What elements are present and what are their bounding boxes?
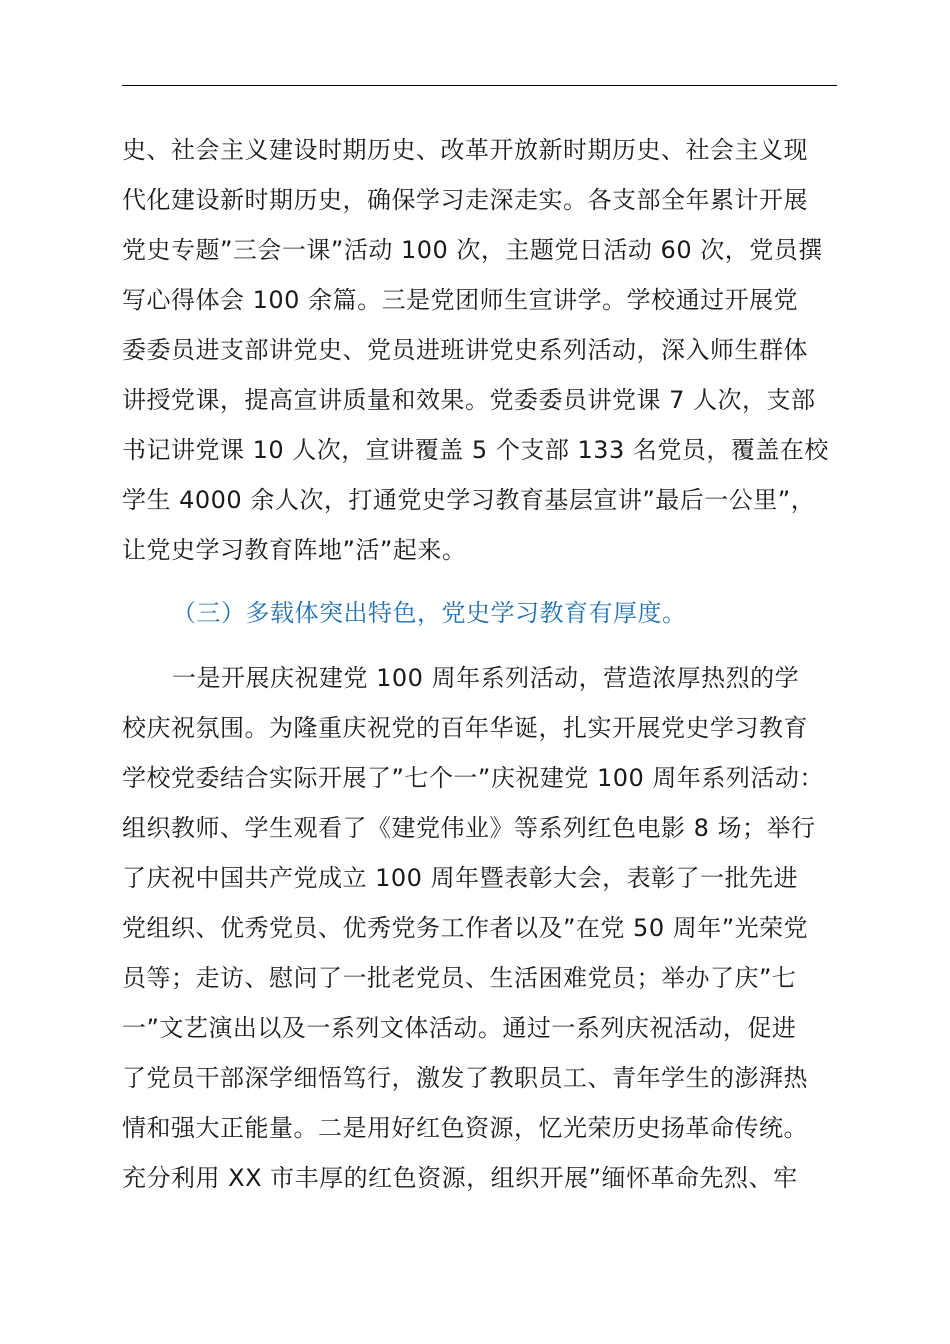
- paragraph-line: 充分利用 XX 市丰厚的红色资源，组织开展”缅怀革命先烈、牢: [122, 1164, 798, 1192]
- paragraph-line: 校庆祝氛围。为隆重庆祝党的百年华诞，扎实开展党史学习教育: [122, 714, 808, 742]
- paragraph-line: 让党史学习教育阵地”活”起来。: [122, 536, 467, 564]
- paragraph-line: 员等；走访、慰问了一批老党员、生活困难党员；举办了庆”七: [122, 964, 797, 992]
- paragraph-line: 史、社会主义建设时期历史、改革开放新时期历史、社会主义现: [122, 136, 808, 164]
- paragraph-line: 情和强大正能量。二是用好红色资源，忆光荣历史扬革命传统。: [122, 1114, 808, 1142]
- paragraph-line: 了党员干部深学细悟笃行，激发了教职员工、青年学生的澎湃热: [122, 1064, 808, 1092]
- paragraph-line: 代化建设新时期历史，确保学习走深走实。各支部全年累计开展: [122, 186, 808, 214]
- paragraph-line: 学校党委结合实际开展了”七个一”庆祝建党 100 周年系列活动：: [122, 764, 824, 792]
- paragraph-line: 一”文艺演出以及一系列文体活动。通过一系列庆祝活动，促进: [122, 1014, 797, 1042]
- paragraph-line: 党组织、优秀党员、优秀党务工作者以及”在党 50 周年”光荣党: [122, 914, 809, 942]
- paragraph-line: 书记讲党课 10 人次，宣讲覆盖 5 个支部 133 名党员，覆盖在校: [122, 436, 829, 464]
- paragraph-line: 委委员进支部讲党史、党员进班讲党史系列活动，深入师生群体: [122, 336, 808, 364]
- paragraph-line: 党史专题”三会一课”活动 100 次，主题党日活动 60 次，党员撰: [122, 236, 823, 264]
- paragraph-line: 了庆祝中国共产党成立 100 周年暨表彰大会，表彰了一批先进: [122, 864, 799, 892]
- paragraph-line: 写心得体会 100 余篇。三是党团师生宣讲学。学校通过开展党: [122, 286, 799, 314]
- section-heading-text: （三）多载体突出特色，党史学习教育有厚度。: [172, 599, 687, 627]
- header-rule: [122, 85, 837, 86]
- paragraph-line: 一是开展庆祝建党 100 周年系列活动，营造浓厚热烈的学: [172, 664, 800, 692]
- paragraph-line: 组织教师、学生观看了《建党伟业》等系列红色电影 8 场；举行: [122, 814, 816, 842]
- paragraph-line: 学生 4000 余人次，打通党史学习教育基层宣讲”最后一公里”，: [122, 486, 816, 514]
- paragraph-line: 讲授党课，提高宣讲质量和效果。党委委员讲党课 7 人次，支部: [122, 386, 816, 414]
